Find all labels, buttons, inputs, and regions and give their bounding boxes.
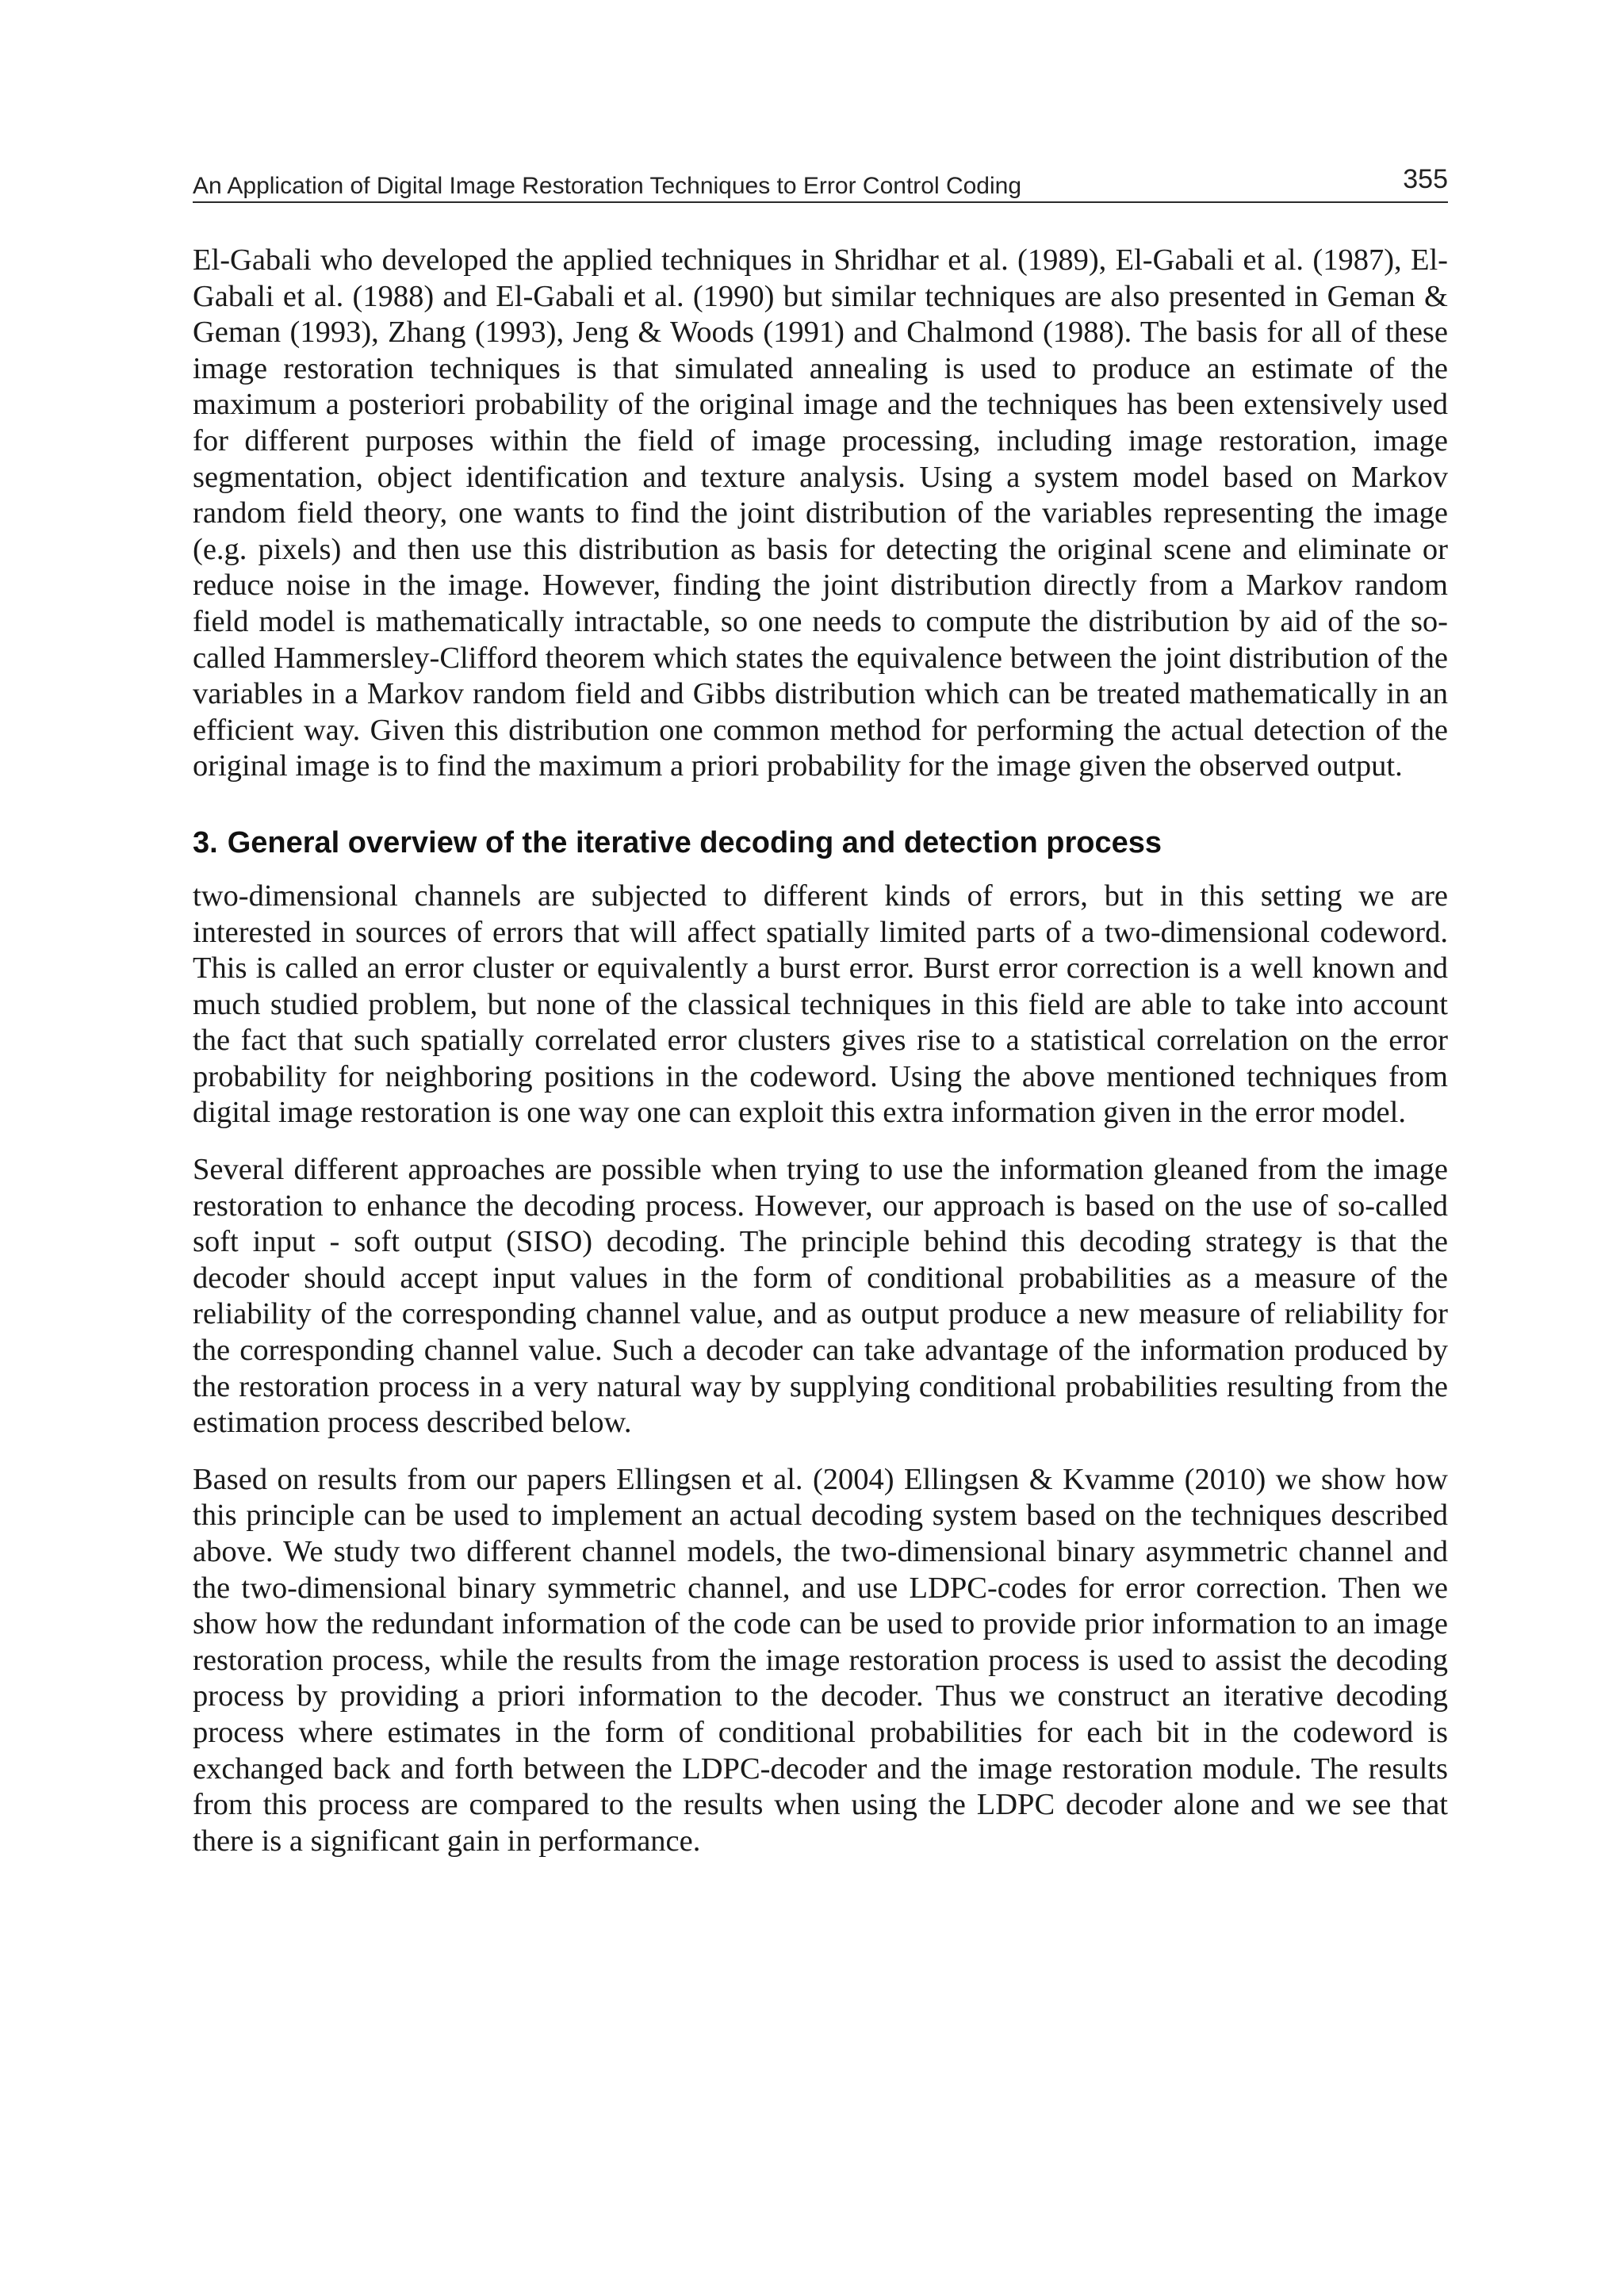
- page-number: 355: [1403, 164, 1448, 194]
- body-text: [193, 243, 1448, 1859]
- running-header-title: An Application of Digital Image Restoration Techniques to Error Control Coding: [193, 173, 1022, 199]
- paragraph-error-clusters: two-dimensional channels are subjected to different kinds of errors, but in this setting we are interested in sources of errors that will affect spatially limited parts of a two-dimensional codeword. This is called an error cluster or equivalently a burst error. Burst error correction is a well known and much studied problem, but none of the classical techniques in this field are able to take into account the fact that such spatially correlated error clusters gives rise to a statistical correlation on the error probability for neighboring positions in the codeword. Using the above mentioned techniques from digital image restoration is one way one can exploit this extra information given in the error model.: [193, 879, 1448, 1130]
- paragraph-siso-decoding: Several different approaches are possible when trying to use the information gleaned from the image restoration to enhance the decoding process. However, our approach is based on the use of so-called soft input - soft output (SISO) decoding. The principle behind this decoding strategy is that the decoder should accept input values in the form of conditional probabilities as a measure of the reliability of the corresponding channel value, and as output produce a new measure of reliability for the corresponding channel value. Such a decoder can take advantage of the information produced by the restoration process in a very natural way by supplying conditional probabilities resulting from the estimation process described below.: [193, 1153, 1448, 1440]
- section-title: General overview of the iterative decoding and detection process: [227, 825, 1162, 859]
- paragraph-iterative-system: Based on results from our papers Ellingsen et al. (2004) Ellingsen & Kvamme (2010) we show how this principle can be used to implement an actual decoding system based on the techniques described above. We study two different channel models, the two-dimensional binary asymmetric channel and the two-dimensional binary symmetric channel, and use LDPC-codes for error correction. Then we show how the redundant information of the code can be used to provide prior information to an image restoration process, while the results from the image restoration process is used to assist the decoding process by providing a priori information to the decoder. Thus we construct an iterative decoding process where estimates in the form of conditional probabilities for each bit in the codeword is exchanged back and forth between the LDPC-decoder and the image restoration module. The results from this process are compared to the results when using the LDPC decoder alone and we see that there is a significant gain in performance.: [193, 1462, 1448, 1858]
- running-header: [193, 165, 1448, 203]
- paragraph-intro: El-Gabali who developed the applied techniques in Shridhar et al. (1989), El-Gabali et al. (1987), El-Gabali et al. (1988) and El-Gabali et al. (1990) but similar techniques are also presented in Geman & Geman (1993), Zhang (1993), Jeng & Woods (1991) and Chalmond (1988). The basis for all of these image restoration techniques is that simulated annealing is used to produce an estimate of the maximum a posteriori probability of the original image and the techniques has been extensively used for different purposes within the field of image processing, including image restoration, image segmentation, object identification and texture analysis. Using a system model based on Markov random field theory, one wants to find the joint distribution of the variables representing the image (e.g. pixels) and then use this distribution as basis for detecting the original scene and eliminate or reduce noise in the image. However, finding the joint distribution directly from a Markov random field model is mathematically intractable, so one needs to compute the distribution by aid of the so-called Hammersley-Clifford theorem which states the equivalence between the joint distribution of the variables in a Markov random field and Gibbs distribution which can be treated mathematically in an efficient way. Given this distribution one common method for performing the actual detection of the original image is to find the maximum a priori probability for the image given the observed output.: [193, 243, 1448, 783]
- section-heading: [193, 825, 1448, 861]
- section-number: 3.: [193, 825, 218, 859]
